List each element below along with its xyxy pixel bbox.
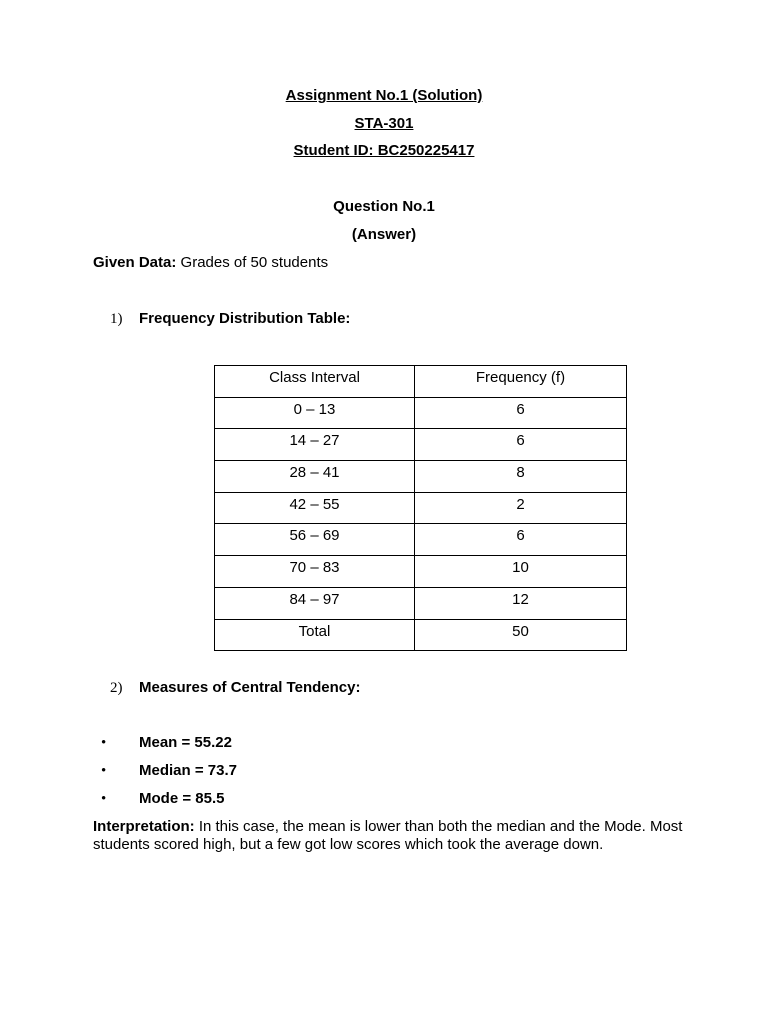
table-cell: 6 [415, 429, 627, 461]
table-cell: 84 – 97 [215, 587, 415, 619]
frequency-table [214, 365, 627, 651]
section-1-title: Frequency Distribution Table: [139, 310, 351, 327]
table-cell: 2 [415, 492, 627, 524]
section-1-number: 1) [110, 311, 123, 327]
mean-value: Mean = 55.22 [139, 734, 232, 751]
course-code: STA-301 [354, 115, 414, 132]
table-row [215, 587, 627, 619]
table-cell: 12 [415, 587, 627, 619]
section-2-number: 2) [110, 680, 123, 696]
given-data-label: Given Data: [93, 254, 177, 271]
bullet-icon: • [101, 735, 107, 751]
table-row [215, 556, 627, 588]
table-row [215, 461, 627, 493]
table-cell: 56 – 69 [215, 524, 415, 556]
given-data-text: Grades of 50 students [176, 254, 329, 271]
table-cell: 8 [415, 461, 627, 493]
table-cell: 42 – 55 [215, 492, 415, 524]
table-row [215, 429, 627, 461]
table-cell: 10 [415, 556, 627, 588]
table-row [215, 397, 627, 429]
table-header-cell: Frequency (f) [415, 366, 627, 398]
interpretation-label: Interpretation: [93, 818, 195, 835]
given-data [93, 254, 328, 272]
student-id: Student ID: BC250225417 [293, 142, 475, 159]
table-total-row [215, 619, 627, 651]
table-cell: 50 [415, 619, 627, 651]
mode-value: Mode = 85.5 [139, 790, 225, 807]
table-cell: 6 [415, 397, 627, 429]
interpretation-paragraph [93, 818, 693, 854]
table-cell: Total [215, 619, 415, 651]
assignment-title: Assignment No.1 (Solution) [285, 87, 483, 104]
question-label: Question No.1 [333, 198, 435, 215]
table-cell: 6 [415, 524, 627, 556]
bullet-icon: • [101, 763, 107, 779]
median-value: Median = 73.7 [139, 762, 237, 779]
section-2-title: Measures of Central Tendency: [139, 679, 361, 696]
table-header-row [215, 366, 627, 398]
answer-label: (Answer) [351, 226, 417, 243]
table-cell: 0 – 13 [215, 397, 415, 429]
table-header-cell: Class Interval [215, 366, 415, 398]
table-cell: 28 – 41 [215, 461, 415, 493]
table-cell: 14 – 27 [215, 429, 415, 461]
bullet-icon: • [101, 791, 107, 807]
table-cell: 70 – 83 [215, 556, 415, 588]
interpretation-text: In this case, the mean is lower than both the median and the Mode. Most students scored high, but a few got low scores which took the average down. [93, 818, 683, 853]
table-row [215, 492, 627, 524]
table-row [215, 524, 627, 556]
